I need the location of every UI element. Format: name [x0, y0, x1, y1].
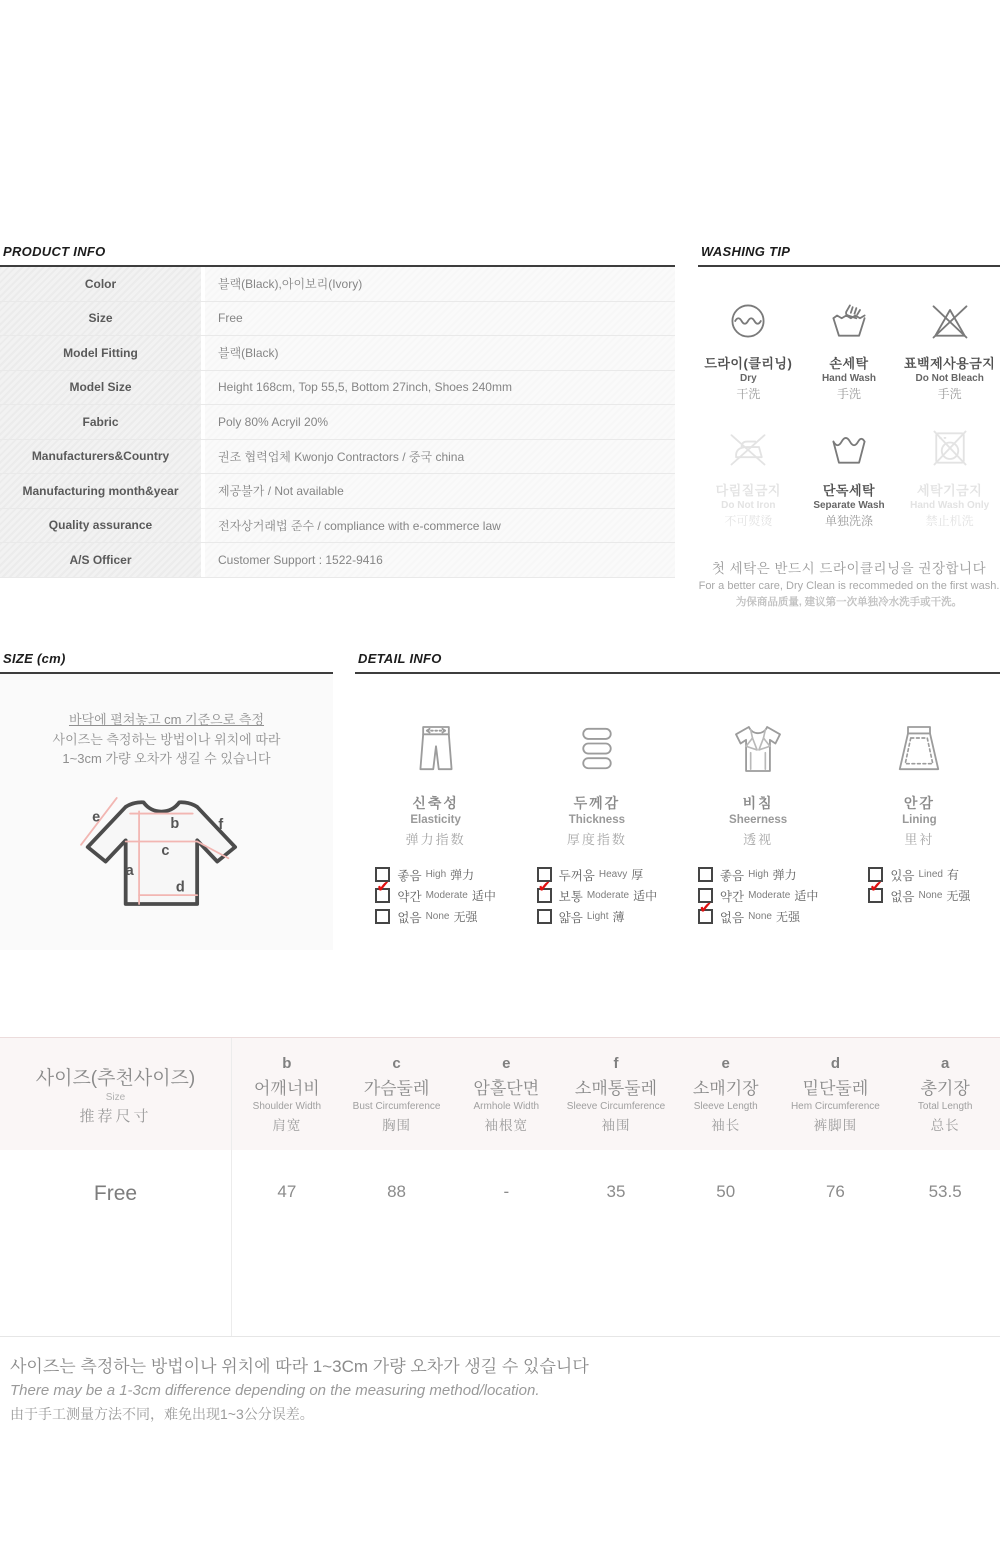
attribute-sheerness: 비침 Sheerness 透视 좋음 High 弹力 약간 Moderate 适中 ✔ 없음 None 无强: [678, 716, 839, 929]
measure-column-bust: c 가슴둘레 Bust Circumference 胸围 88: [342, 1038, 452, 1336]
separate-wash-icon: [827, 457, 871, 474]
checkbox-checked[interactable]: [375, 888, 390, 903]
row-value: Free: [205, 302, 675, 336]
table-row: [0, 267, 675, 302]
row-label: Quality assurance: [0, 509, 205, 543]
measure-value: 50: [716, 1182, 736, 1201]
size-chart-table: [0, 1037, 1000, 1337]
row-label: Fabric: [0, 405, 205, 439]
product-info-heading: PRODUCT INFO: [0, 244, 675, 267]
label-e: e: [91, 808, 100, 825]
row-value: 권조 협력업체 Kwonjo Contractors / 중국 china: [205, 440, 675, 474]
detail-info-section: [355, 651, 1000, 929]
table-row: [0, 543, 675, 578]
wash-item-hand-wash: 손세탁 Hand Wash 手洗: [799, 299, 900, 402]
option-row: ✔ 약간 Moderate 适中: [375, 885, 495, 906]
measure-column-total-length: a 총기장 Total Length 总长 53.5: [890, 1038, 1000, 1336]
wash-item-dry-clean: 드라이(클리닝) Dry 干洗: [698, 299, 799, 402]
measure-instruction-box: [0, 674, 333, 950]
label-b: b: [169, 815, 179, 832]
option-row: 얇음 Light 薄: [537, 906, 657, 927]
tolerance-note-kr: 사이즈는 측정하는 방법이나 위치에 따라 1~3Cm 가량 오차가 생길 수 있습니다: [10, 1357, 589, 1376]
detail-attributes-grid: [355, 716, 1000, 929]
attribute-elasticity: 신축성 Elasticity 弹力指数 좋음 High 弹力 ✔ 약간 Moderate 适中 없음 None 无强: [355, 716, 516, 929]
do-not-iron-icon: [726, 457, 770, 474]
measure-column-hem: d 밑단둘레 Hem Circumference 裤脚围 76: [781, 1038, 891, 1336]
table-row: [0, 440, 675, 475]
row-value: 블랙(Black),아이보리(Ivory): [205, 267, 675, 301]
row-label: Size: [0, 302, 205, 336]
row-label: Model Fitting: [0, 336, 205, 370]
size-guide-section: [0, 651, 333, 950]
layers-thickness-icon: [564, 769, 630, 786]
row-value: 블랙(Black): [205, 336, 675, 370]
checkbox[interactable]: [375, 909, 390, 924]
skirt-lining-icon: [886, 769, 952, 786]
size-column-header: 사이즈(추천사이즈) Size 推荐尺寸: [0, 1038, 231, 1150]
option-row: 좋음 High 弹力: [698, 864, 818, 885]
row-value: 제공불가 / Not available: [205, 474, 675, 508]
no-machine-wash-icon: [928, 457, 972, 474]
measure-value: 76: [825, 1182, 845, 1201]
row-label: A/S Officer: [0, 543, 205, 577]
dry-clean-icon: [726, 330, 770, 347]
measure-value: 53.5: [928, 1182, 962, 1201]
product-info-section: [0, 244, 675, 578]
table-row: [0, 509, 675, 544]
size-column: [0, 1038, 232, 1336]
option-list: [698, 864, 818, 927]
first-wash-note: 첫 세탁은 반드시 드라이클리닝을 권장합니다 For a better care, Dry Clean is recommeded on the first wash. 为保商品质量, 建议第一次单独冷水洗手或干洗。: [698, 561, 1000, 608]
measure-column-sleeve-circumference: f 소매통둘레 Sleeve Circumference 袖围 35: [561, 1038, 671, 1336]
attribute-thickness: 두께감 Thickness 厚度指数 두꺼움 Heavy 厚 ✔ 보통 Moderate 适中 얇음 Light 薄: [516, 716, 677, 929]
label-d: d: [175, 879, 185, 896]
option-row: 없음 None 无强: [375, 906, 495, 927]
option-list: [537, 864, 657, 927]
washing-icon-grid: [698, 299, 1000, 529]
washing-tip-heading: WASHING TIP: [698, 244, 1000, 267]
do-not-bleach-icon: [928, 330, 972, 347]
table-row: [0, 405, 675, 440]
row-value: Customer Support : 1522-9416: [205, 543, 675, 577]
checkbox[interactable]: [698, 867, 713, 882]
detail-info-heading: DETAIL INFO: [355, 651, 1000, 674]
row-label: Manufacturers&Country: [0, 440, 205, 474]
row-value: Poly 80% Acryil 20%: [205, 405, 675, 439]
option-list: [375, 864, 495, 927]
hand-wash-icon: [827, 330, 871, 347]
tolerance-note-en: There may be a 1-3cm difference depending on the measuring method/location.: [10, 1382, 540, 1399]
measure-value: 47: [277, 1182, 297, 1201]
size-value-cell: Free: [93, 1182, 138, 1205]
table-row: [0, 371, 675, 406]
option-row: ✔ 보통 Moderate 适中: [537, 885, 657, 906]
option-list: [868, 864, 970, 906]
row-label: Color: [0, 267, 205, 301]
table-row: [0, 474, 675, 509]
sheer-top-icon: [725, 769, 791, 786]
option-row: 있음 Lined 有: [868, 864, 970, 885]
tolerance-note: [0, 1352, 589, 1424]
attribute-lining: 안감 Lining 里衬 있음 Lined 有 ✔ 없음 None 无强: [839, 716, 1000, 929]
label-a: a: [125, 862, 134, 879]
option-row: ✔ 없음 None 无强: [698, 906, 818, 927]
label-f: f: [217, 816, 223, 833]
option-row: 약간 Moderate 适中: [698, 885, 818, 906]
washing-tip-section: [698, 244, 1000, 609]
measure-note-line2: 사이즈는 측정하는 방법이나 위치에 따라: [52, 731, 281, 747]
wash-item-no-machine-wash: 세탁기금지 Hand Wash Only 禁止机洗: [899, 426, 1000, 529]
row-value: Height 168cm, Top 55,5, Bottom 27inch, Shoes 240mm: [205, 371, 675, 405]
checkbox-checked[interactable]: [868, 888, 883, 903]
tolerance-note-cn: 由于手工测量方法不同，难免出现1~3公分误差。: [10, 1406, 314, 1422]
measure-value: 88: [387, 1182, 407, 1201]
measure-column-shoulder: b 어깨너비 Shoulder Width 肩宽 47: [232, 1038, 342, 1336]
table-row: [0, 302, 675, 337]
tshirt-measure-diagram: [0, 789, 333, 928]
product-info-table: [0, 267, 675, 578]
measure-value: 35: [606, 1182, 626, 1201]
checkbox[interactable]: [537, 909, 552, 924]
measure-column-sleeve-length: e 소매기장 Sleeve Length 袖长 50: [671, 1038, 781, 1336]
wash-item-do-not-bleach: 표백제사용금지 Do Not Bleach 手洗: [899, 299, 1000, 402]
checkbox-checked[interactable]: [537, 888, 552, 903]
row-label: Manufacturing month&year: [0, 474, 205, 508]
pants-elasticity-icon: [403, 769, 469, 786]
row-label: Model Size: [0, 371, 205, 405]
measure-value: -: [503, 1182, 510, 1201]
option-row: 좋음 High 弹力: [375, 864, 495, 885]
option-row: 두꺼움 Heavy 厚: [537, 864, 657, 885]
wash-item-separate-wash: 단독세탁 Separate Wash 单独洗涤: [799, 426, 900, 529]
measure-column-armhole: e 암홀단면 Armhole Width 袖根宽 -: [451, 1038, 561, 1336]
table-row: [0, 336, 675, 371]
wash-item-do-not-iron: 다림질금지 Do Not Iron 不可熨烫: [698, 426, 799, 529]
size-guide-heading: SIZE (cm): [0, 651, 333, 674]
option-row: ✔ 없음 None 无强: [868, 885, 970, 906]
row-value: 전자상거래법 준수 / compliance with e-commerce law: [205, 509, 675, 543]
label-c: c: [160, 842, 169, 859]
measure-note-line3: 1~3cm 가량 오차가 생길 수 있습니다: [62, 751, 271, 766]
checkbox-checked[interactable]: [698, 909, 713, 924]
measure-note-line1: 바닥에 펼쳐놓고 cm 기준으로 측정: [68, 712, 265, 727]
